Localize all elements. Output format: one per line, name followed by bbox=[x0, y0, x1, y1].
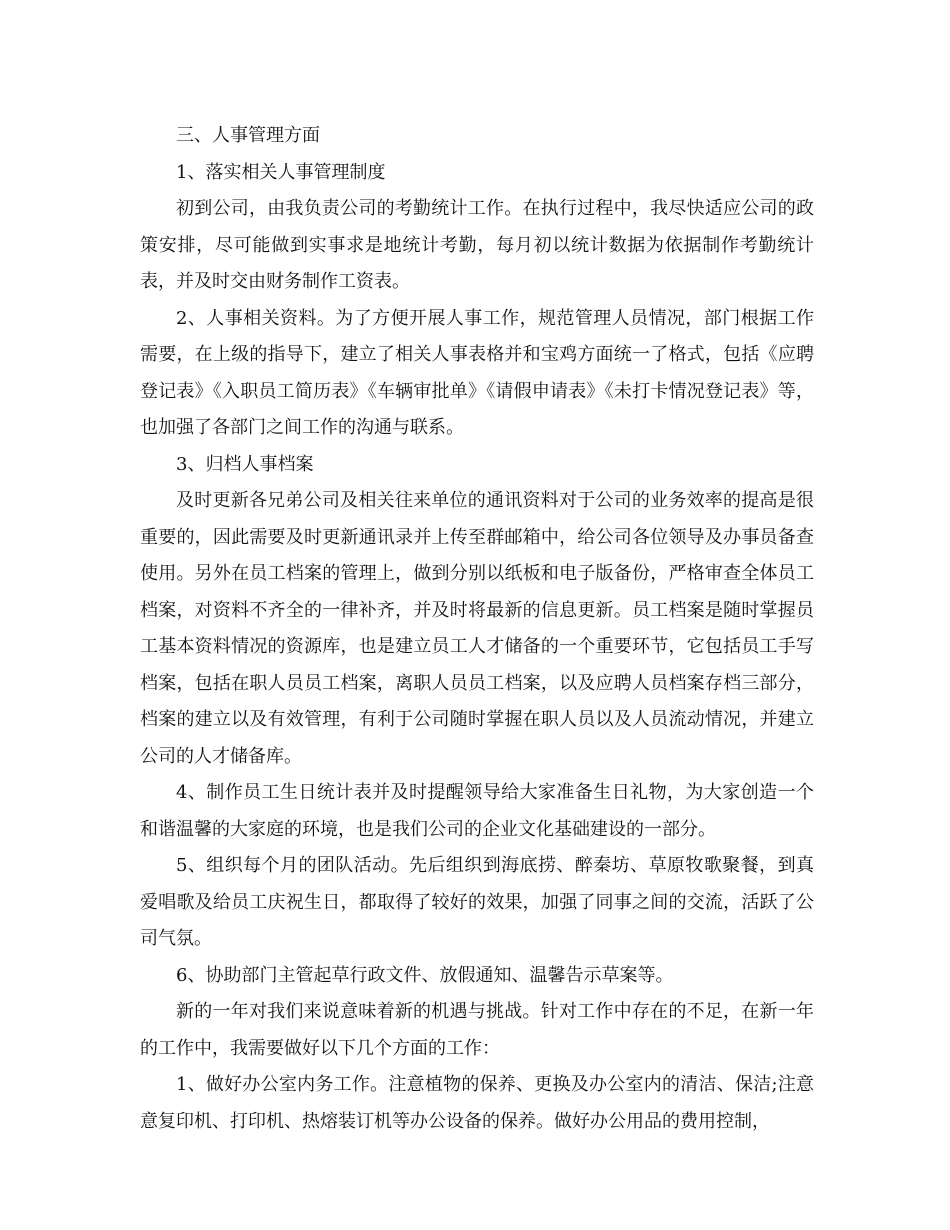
document-body bbox=[140, 118, 814, 1140]
paragraph: 5、组织每个月的团队活动。先后组织到海底捞、醉秦坊、草原牧歌聚餐，到真爱唱歌及给员工庆祝生日，都取得了较好的效果，加强了同事之间的交流，活跃了公司气氛。 bbox=[140, 855, 814, 949]
subsection-heading: 3、归档人事档案 bbox=[176, 453, 314, 475]
paragraph: 1、做好办公室内务工作。注意植物的保养、更换及办公室内的清洁、保洁;注意意复印机、打印机、热熔装订机等办公设备的保养。做好办公用品的费用控制， bbox=[140, 1074, 814, 1132]
paragraph: 新的一年对我们来说意味着新的机遇与挑战。针对工作中存在的不足，在新一年的工作中，我需要做好以下几个方面的工作： bbox=[140, 1001, 814, 1059]
subsection-heading: 1、落实相关人事管理制度 bbox=[176, 161, 386, 183]
paragraph: 6、协助部门主管起草行政文件、放假通知、温馨告示草案等。 bbox=[176, 964, 674, 986]
paragraph: 初到公司，由我负责公司的考勤统计工作。在执行过程中，我尽快适应公司的政策安排，尽可能做到实事求是地统计考勤，每月初以统计数据为依据制作考勤统计表，并及时交由财务制作工资表。 bbox=[140, 198, 814, 292]
paragraph: 2、人事相关资料。为了方便开展人事工作，规范管理人员情况，部门根据工作需要，在上级的指导下，建立了相关人事表格并和宝鸡方面统一了格式，包括《应聘登记表》《入职员工简历表》《车辆审批单》《请假申请表》《未打卡情况登记表》等，也加强了各部门之间工作的沟通与联系。 bbox=[140, 307, 814, 438]
section-heading: 三、人事管理方面 bbox=[176, 125, 320, 146]
paragraph: 4、制作员工生日统计表并及时提醒领导给大家准备生日礼物，为大家创造一个和谐温馨的大家庭的环境，也是我们公司的企业文化基础建设的一部分。 bbox=[140, 782, 814, 840]
paragraph: 及时更新各兄弟公司及相关往来单位的通讯资料对于公司的业务效率的提高是很重要的，因此需要及时更新通讯录并上传至群邮箱中，给公司各位领导及办事员备查使用。另外在员工档案的管理上，做到分别以纸板和电子版备份，严格审查全体员工档案，对资料不齐全的一律补齐，并及时将最新的信息更新。员工档案是随时掌握员工基本资料情况的资源库，也是建立员工人才储备的一个重要环节，它包括员工手写档案，包括在职人员员工档案，离职人员员工档案，以及应聘人员档案存档三部分，档案的建立以及有效管理，有利于公司随时掌握在职人员以及人员流动情况，并建立公司的人才储备库。 bbox=[140, 490, 814, 767]
